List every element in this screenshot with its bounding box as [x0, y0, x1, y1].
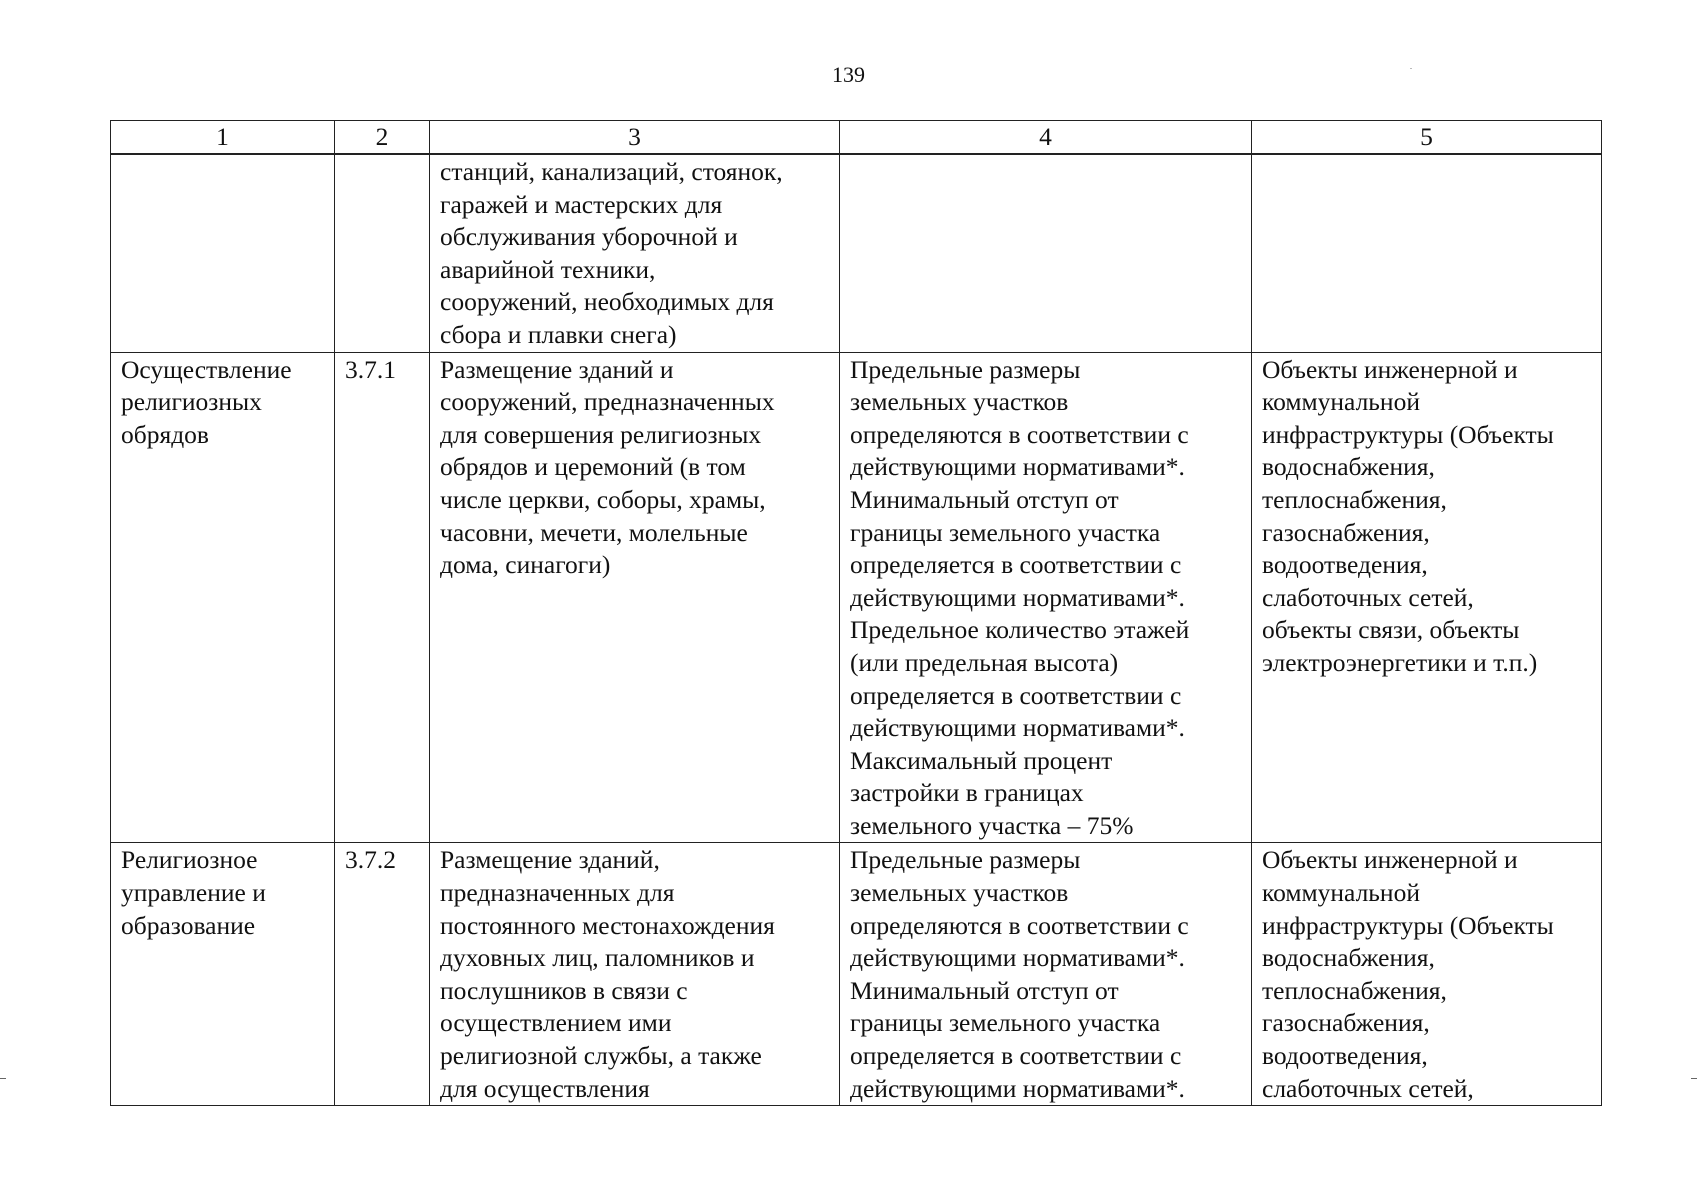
cell-auxiliary-objects [1252, 154, 1602, 352]
cell-auxiliary-objects: Объекты инженерной и коммунальной инфраструктуры (Объекты водоснабжения, теплоснабжения, газоснабжения, водоотведения, слаботочных сетей, объекты связи, объекты электроэнергетики и т.п.) [1252, 352, 1602, 843]
cell-use-type [111, 154, 335, 352]
cell-code: 3.7.2 [335, 843, 430, 1106]
cell-auxiliary-objects: Объекты инженерной и коммунальной инфраструктуры (Объекты водоснабжения, теплоснабжения, газоснабжения, водоотведения, слаботочных сетей, [1252, 843, 1602, 1106]
column-header-1: 1 [111, 121, 335, 155]
cell-use-type: Религиозное управление и образование [111, 843, 335, 1106]
cell-parameters: Предельные размеры земельных участков определяются в соответствии с действующими нормативами*. Минимальный отступ от границы земельного участка определяется в соответствии с действующими нормативами*. [840, 843, 1252, 1106]
regulations-table [110, 120, 1602, 1106]
column-header-2: 2 [335, 121, 430, 155]
table-row-3-7-2 [111, 843, 1602, 1106]
cell-parameters [840, 154, 1252, 352]
column-header-4: 4 [840, 121, 1252, 155]
column-header-5: 5 [1252, 121, 1602, 155]
table-row-continuation [111, 154, 1602, 352]
cell-parameters: Предельные размеры земельных участков определяются в соответствии с действующими нормативами*. Минимальный отступ от границы земельного участка определяется в соответствии с действующими нормативами*. Предельное количество этажей (или предельная высота) определяется в соответствии с действующими нормативами*. Максимальный процент застройки в границах земельного участка – 75% [840, 352, 1252, 843]
scan-edge-mark-left [0, 1078, 6, 1079]
cell-use-type: Осуществление религиозных обрядов [111, 352, 335, 843]
cell-description: Размещение зданий, предназначенных для постоянного местонахождения духовных лиц, паломников и послушников в связи с осуществлением ими религиозной службы, а также для осуществления [430, 843, 840, 1106]
page-number: 139 [832, 62, 865, 87]
scan-speck [1410, 68, 1412, 69]
scan-edge-mark-right [1691, 1078, 1697, 1079]
cell-description: станций, канализаций, стоянок, гаражей и мастерских для обслуживания уборочной и аварийной техники, сооружений, необходимых для сбора и плавки снега) [430, 154, 840, 352]
table-header-row [111, 121, 1602, 155]
cell-code: 3.7.1 [335, 352, 430, 843]
table-row-3-7-1 [111, 352, 1602, 843]
column-header-3: 3 [430, 121, 840, 155]
cell-description: Размещение зданий и сооружений, предназначенных для совершения религиозных обрядов и церемоний (в том числе церкви, соборы, храмы, часовни, мечети, молельные дома, синагоги) [430, 352, 840, 843]
cell-code [335, 154, 430, 352]
